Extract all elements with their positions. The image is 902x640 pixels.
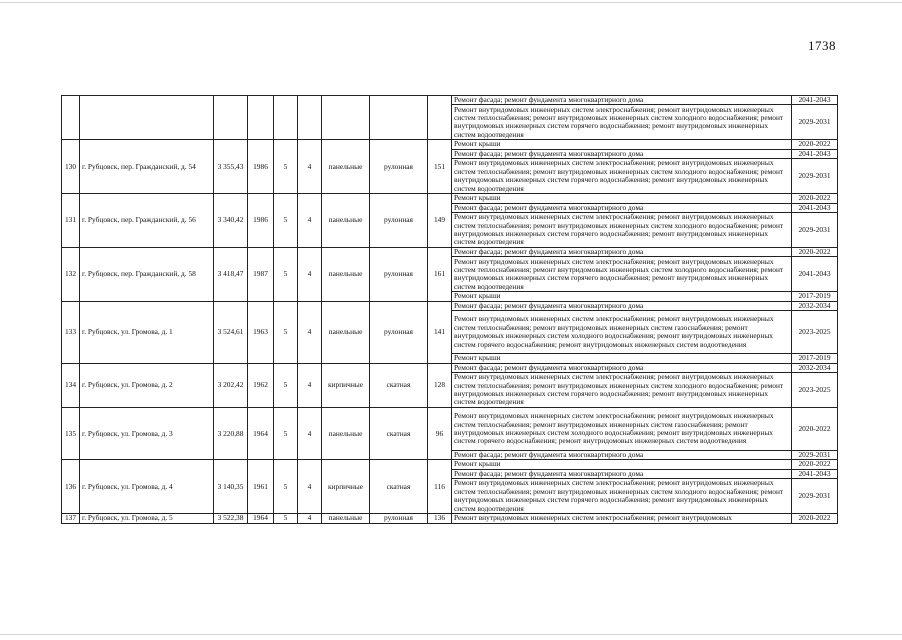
work-period: 2020-2022 [792,514,838,523]
object-area: 3 340,42 [214,194,248,248]
object-number: 136 [62,460,80,514]
object-apartments: 128 [428,363,452,407]
object-floors: 5 [274,194,298,248]
object-roof-type: скатная [370,408,428,460]
object-number: 137 [62,514,80,523]
table-row [62,363,838,372]
table-row [62,460,838,469]
object-wall-material: панельные [322,514,370,523]
object-roof-type: рулонная [370,248,428,302]
object-address: г. Рубцовск, ул. Громова, д. 2 [80,363,214,407]
work-period: 2041-2043 [792,149,838,158]
work-period: 2032-2034 [792,301,838,310]
table-row [62,194,838,203]
object-year: 1962 [248,363,274,407]
work-period: 2029-2031 [792,479,838,514]
object-wall-material: панельные [322,408,370,460]
work-period: 2032-2034 [792,363,838,372]
work-description: Ремонт фасада; ремонт фундамента многоквартирного дома [452,149,792,158]
object-address: г. Рубцовск, ул. Громова, д. 5 [80,514,214,523]
work-period: 2041-2043 [792,203,838,212]
object-roof-type: рулонная [370,194,428,248]
object-address: г. Рубцовск, пер. Гражданский, д. 58 [80,248,214,302]
work-period: 2029-2031 [792,451,838,460]
object-roof-empty [370,96,428,140]
work-description: Ремонт фасада; ремонт фундамента многоквартирного дома [452,248,792,257]
table-row [62,248,838,257]
work-description: Ремонт внутридомовых инженерных систем электроснабжения; ремонт внутридомовых инженерных систем теплоснабжения; ремонт внутридомовых инженерных систем холодного водоснабжения; ремонт внутридомовых инженерных систем горячего водоснабжения; ремонт внутридомовых инженерных систем водоотведения [452,479,792,514]
object-floors-empty [274,96,298,140]
object-apartments: 136 [428,514,452,523]
work-description: Ремонт крыши [452,354,792,363]
work-description: Ремонт внутридомовых инженерных систем электроснабжения; ремонт внутридомовых [452,514,792,523]
object-area: 3 202,42 [214,363,248,407]
work-description: Ремонт внутридомовых инженерных систем электроснабжения; ремонт внутридомовых инженерных систем теплоснабжения; ремонт внутридомовых инженерных систем холодного водоснабжения; ремонт внутридомовых инженерных систем горячего водоснабжения; ремонт внутридомовых инженерных систем водоотведения [452,105,792,140]
work-period: 2041-2043 [792,96,838,105]
object-address: г. Рубцовск, пер. Гражданский, д. 56 [80,194,214,248]
table-row [62,140,838,149]
object-floors: 5 [274,460,298,514]
object-area: 3 418,47 [214,248,248,302]
work-description: Ремонт фасада; ремонт фундамента многоквартирного дома [452,469,792,478]
object-apartments-empty [428,96,452,140]
work-description: Ремонт крыши [452,460,792,469]
object-number: 131 [62,194,80,248]
work-description: Ремонт фасада; ремонт фундамента многоквартирного дома [452,451,792,460]
work-description: Ремонт внутридомовых инженерных систем электроснабжения; ремонт внутридомовых инженерных систем теплоснабжения; ремонт внутридомовых инженерных систем газоснабжения; ремонт внутридомовых инженерных систем холодного водоснабжения; ремонт внутридомовых инженерных систем горячего водоснабжения; ремонт внутридомовых инженерных систем водоотведения [452,408,792,451]
object-roof-type: рулонная [370,301,428,363]
object-wall-material: панельные [322,194,370,248]
object-number: 133 [62,301,80,363]
table-body [62,96,838,524]
object-number: 135 [62,408,80,460]
object-wall-material: кирпичные [322,460,370,514]
continuation-row [62,96,838,105]
object-area-empty [214,96,248,140]
object-num-empty [62,96,80,140]
object-roof-type: скатная [370,460,428,514]
object-floors: 5 [274,140,298,194]
object-area: 3 355,43 [214,140,248,194]
work-period: 2020-2022 [792,460,838,469]
object-entrances-empty [298,96,322,140]
object-walls-empty [322,96,370,140]
object-year: 1987 [248,248,274,302]
object-year: 1963 [248,301,274,363]
work-period: 2017-2019 [792,354,838,363]
object-entrances: 4 [298,194,322,248]
object-address: г. Рубцовск, пер. Гражданский, д. 54 [80,140,214,194]
object-area: 3 220,88 [214,408,248,460]
object-wall-material: панельные [322,140,370,194]
work-description: Ремонт внутридомовых инженерных систем электроснабжения; ремонт внутридомовых инженерных систем теплоснабжения; ремонт внутридомовых инженерных систем холодного водоснабжения; ремонт внутридомовых инженерных систем горячего водоснабжения; ремонт внутридомовых инженерных систем водоотведения [452,213,792,248]
table-row [62,408,838,451]
work-description: Ремонт внутридомовых инженерных систем электроснабжения; ремонт внутридомовых инженерных систем теплоснабжения; ремонт внутридомовых инженерных систем холодного водоснабжения; ремонт внутридомовых инженерных систем горячего водоснабжения; ремонт внутридомовых инженерных систем водоотведения [452,257,792,292]
object-year: 1986 [248,194,274,248]
object-number: 132 [62,248,80,302]
work-period: 2029-2031 [792,213,838,248]
object-address-empty [80,96,214,140]
object-year: 1961 [248,460,274,514]
object-address: г. Рубцовск, ул. Громова, д. 4 [80,460,214,514]
page-number: 1738 [808,38,836,53]
work-period: 2029-2031 [792,159,838,194]
work-description: Ремонт фасада; ремонт фундамента многоквартирного дома [452,96,792,105]
work-description: Ремонт крыши [452,140,792,149]
object-roof-type: рулонная [370,514,428,523]
object-year: 1986 [248,140,274,194]
object-entrances: 4 [298,301,322,363]
object-entrances: 4 [298,514,322,523]
object-wall-material: панельные [322,301,370,363]
table-row [62,514,838,523]
object-wall-material: панельные [322,248,370,302]
object-area: 3 522,38 [214,514,248,523]
object-apartments: 116 [428,460,452,514]
object-entrances: 4 [298,140,322,194]
object-entrances: 4 [298,460,322,514]
object-apartments: 96 [428,408,452,460]
object-entrances: 4 [298,363,322,407]
work-description: Ремонт крыши [452,194,792,203]
object-entrances: 4 [298,248,322,302]
work-period: 2017-2019 [792,292,838,301]
object-roof-type: скатная [370,363,428,407]
object-area: 3 140,35 [214,460,248,514]
object-floors: 5 [274,363,298,407]
object-year-empty [248,96,274,140]
object-apartments: 149 [428,194,452,248]
object-number: 130 [62,140,80,194]
object-floors: 5 [274,248,298,302]
object-roof-type: рулонная [370,140,428,194]
work-period: 2023-2025 [792,311,838,354]
object-apartments: 151 [428,140,452,194]
object-address: г. Рубцовск, ул. Громова, д. 3 [80,408,214,460]
object-address: г. Рубцовск, ул. Громова, д. 1 [80,301,214,363]
work-description: Ремонт внутридомовых инженерных систем электроснабжения; ремонт внутридомовых инженерных систем теплоснабжения; ремонт внутридомовых инженерных систем холодного водоснабжения; ремонт внутридомовых инженерных систем горячего водоснабжения; ремонт внутридомовых инженерных систем водоотведения [452,373,792,408]
work-description: Ремонт крыши [452,292,792,301]
work-period: 2023-2025 [792,373,838,408]
work-period: 2020-2022 [792,194,838,203]
work-description: Ремонт фасада; ремонт фундамента многоквартирного дома [452,203,792,212]
work-period: 2041-2043 [792,469,838,478]
object-number: 134 [62,363,80,407]
object-entrances: 4 [298,408,322,460]
work-description: Ремонт внутридомовых инженерных систем электроснабжения; ремонт внутридомовых инженерных систем теплоснабжения; ремонт внутридомовых инженерных систем холодного водоснабжения; ремонт внутридомовых инженерных систем горячего водоснабжения; ремонт внутридомовых инженерных систем водоотведения [452,159,792,194]
scan-edge-bottom [0,634,902,635]
work-period: 2041-2043 [792,257,838,292]
work-description: Ремонт фасада; ремонт фундамента многоквартирного дома [452,301,792,310]
work-period: 2020-2022 [792,248,838,257]
object-area: 3 524,61 [214,301,248,363]
work-period: 2020-2022 [792,408,838,451]
scan-edge-top [0,2,902,3]
object-floors: 5 [274,301,298,363]
work-period: 2020-2022 [792,140,838,149]
table-row [62,301,838,310]
object-wall-material: кирпичные [322,363,370,407]
work-period: 2029-2031 [792,105,838,140]
work-description: Ремонт внутридомовых инженерных систем электроснабжения; ремонт внутридомовых инженерных систем теплоснабжения; ремонт внутридомовых инженерных систем газоснабжения; ремонт внутридомовых инженерных систем холодного водоснабжения; ремонт внутридомовых инженерных систем горячего водоснабжения; ремонт внутридомовых инженерных систем водоотведения [452,311,792,354]
repair-schedule-table [61,95,838,524]
object-floors: 5 [274,514,298,523]
object-apartments: 141 [428,301,452,363]
repair-schedule-table-wrapper [61,95,837,524]
object-floors: 5 [274,408,298,460]
object-year: 1964 [248,514,274,523]
object-year: 1964 [248,408,274,460]
work-description: Ремонт фасада; ремонт фундамента многоквартирного дома [452,363,792,372]
object-apartments: 161 [428,248,452,302]
